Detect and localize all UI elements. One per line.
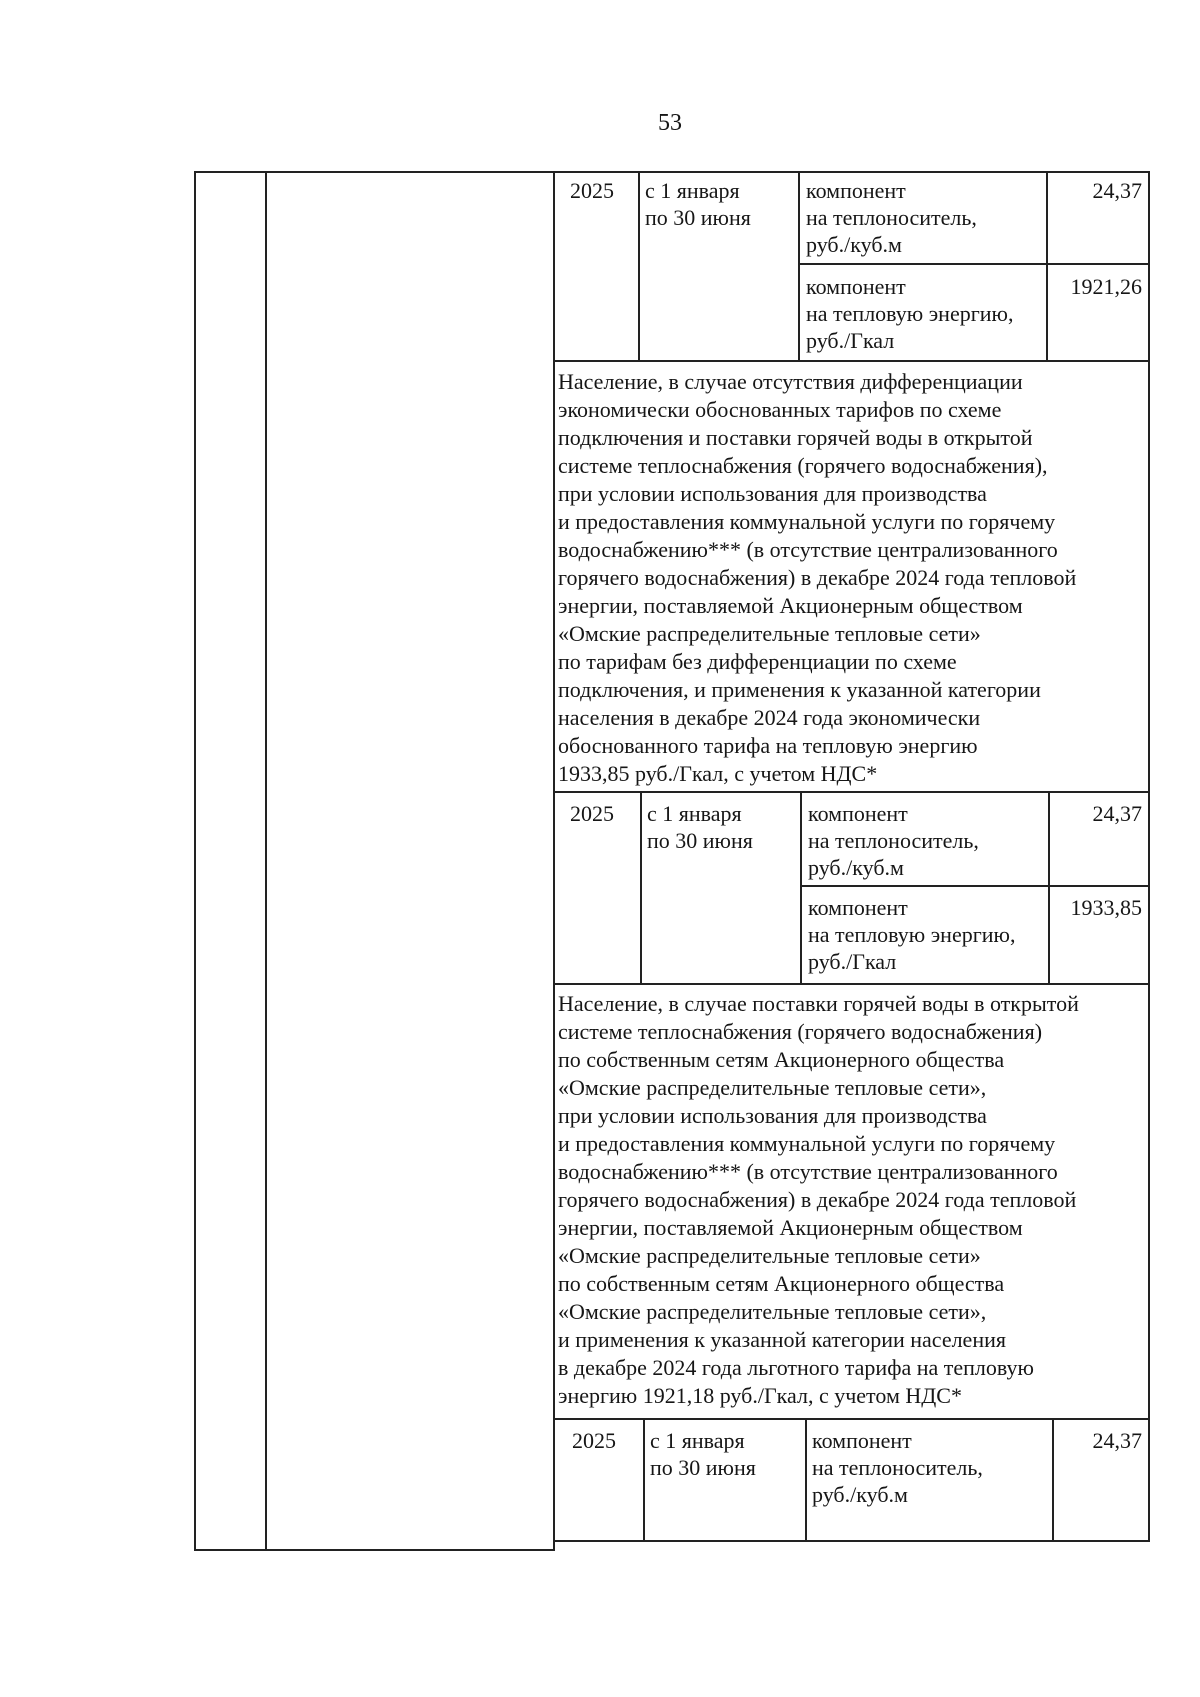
block2-divider-period (800, 791, 802, 984)
block2-divider-year (640, 791, 642, 984)
block1-row2-component: компонент на тепловую энергию, руб./Гкал (806, 274, 1014, 353)
block2-divider-component (1048, 791, 1050, 984)
category-description-1: Население, в случае отсутствия дифференциации экономически обоснованных тарифов по схеме подключения и поставки горячей воды в открытой системе теплоснабжения (горячего водоснабжения), при условии использования для производства и предоставления коммунальной услуги по горячему водоснабжению*** (в отсутствие централизованного горячего водоснабжения) в декабре 2024 года тепловой энергии, поставляемой Акционерным обществом «Омские распределительные тепловые сети» по тарифам без дифференциации по схеме подключения, и применения к указанной категории населения в декабре 2024 года экономически обоснованного тарифа на тепловую энергию 1933,85 руб./Гкал, с учетом НДС* (558, 369, 1077, 786)
block3-divider-period (805, 1418, 807, 1542)
block3-row1-component: компонент на теплоноситель, руб./куб.м (812, 1428, 983, 1507)
block1-divider-period (798, 171, 800, 361)
block3-year: 2025 (572, 1428, 616, 1453)
block2-row2-value: 1933,85 (1070, 895, 1142, 920)
block3-divider-component (1052, 1418, 1054, 1542)
column-divider-2 (553, 171, 555, 1551)
block1-divider-year (638, 171, 640, 361)
block1-bottom (553, 360, 1150, 362)
block1-row-divider (798, 263, 1150, 265)
block2-period: с 1 января по 30 июня (647, 801, 753, 853)
block1-row1-value: 24,37 (1092, 178, 1142, 203)
category-description-2: Население, в случае поставки горячей воды в открытой системе теплоснабжения (горячего водоснабжения) по собственным сетям Акционерного общества «Омские распределительные тепловые сети», при условии использования для производства и предоставления коммунальной услуги по горячему водоснабжению*** (в отсутствие централизованного горячего водоснабжения) в декабре 2024 года тепловой энергии, поставляемой Акционерным обществом «Омские распределительные тепловые сети» по собственным сетям Акционерного общества «Омские распределительные тепловые сети», и применения к указанной категории населения в декабре 2024 года льготного тарифа на тепловую энергию 1921,18 руб./Гкал, с учетом НДС* (558, 991, 1079, 1408)
block1-divider-component (1046, 171, 1048, 361)
block1-year: 2025 (570, 178, 614, 203)
table-border-right (1148, 171, 1150, 1542)
block1-row1-component: компонент на теплоноситель, руб./куб.м (806, 178, 977, 257)
block3-divider-year (643, 1418, 645, 1542)
block2-row2-component: компонент на тепловую энергию, руб./Гкал (808, 895, 1016, 974)
block2-row1-component: компонент на теплоноситель, руб./куб.м (808, 801, 979, 880)
table-border-left (194, 171, 196, 1551)
block3-row1-value: 24,37 (1092, 1428, 1142, 1453)
page-number: 53 (658, 110, 682, 136)
block1-period: с 1 января по 30 июня (645, 178, 751, 230)
block2-row1-value: 24,37 (1092, 801, 1142, 826)
table-border-bottom-left (194, 1549, 555, 1551)
block2-row-divider (800, 885, 1150, 887)
block1-row2-value: 1921,26 (1070, 274, 1142, 299)
description1-bottom (553, 791, 1150, 793)
column-divider-1 (265, 171, 267, 1551)
block3-bottom (553, 1540, 1150, 1542)
block3-period: с 1 января по 30 июня (650, 1428, 756, 1480)
table-border-top (194, 171, 1148, 173)
block2-year: 2025 (570, 801, 614, 826)
block2-bottom (553, 983, 1150, 985)
